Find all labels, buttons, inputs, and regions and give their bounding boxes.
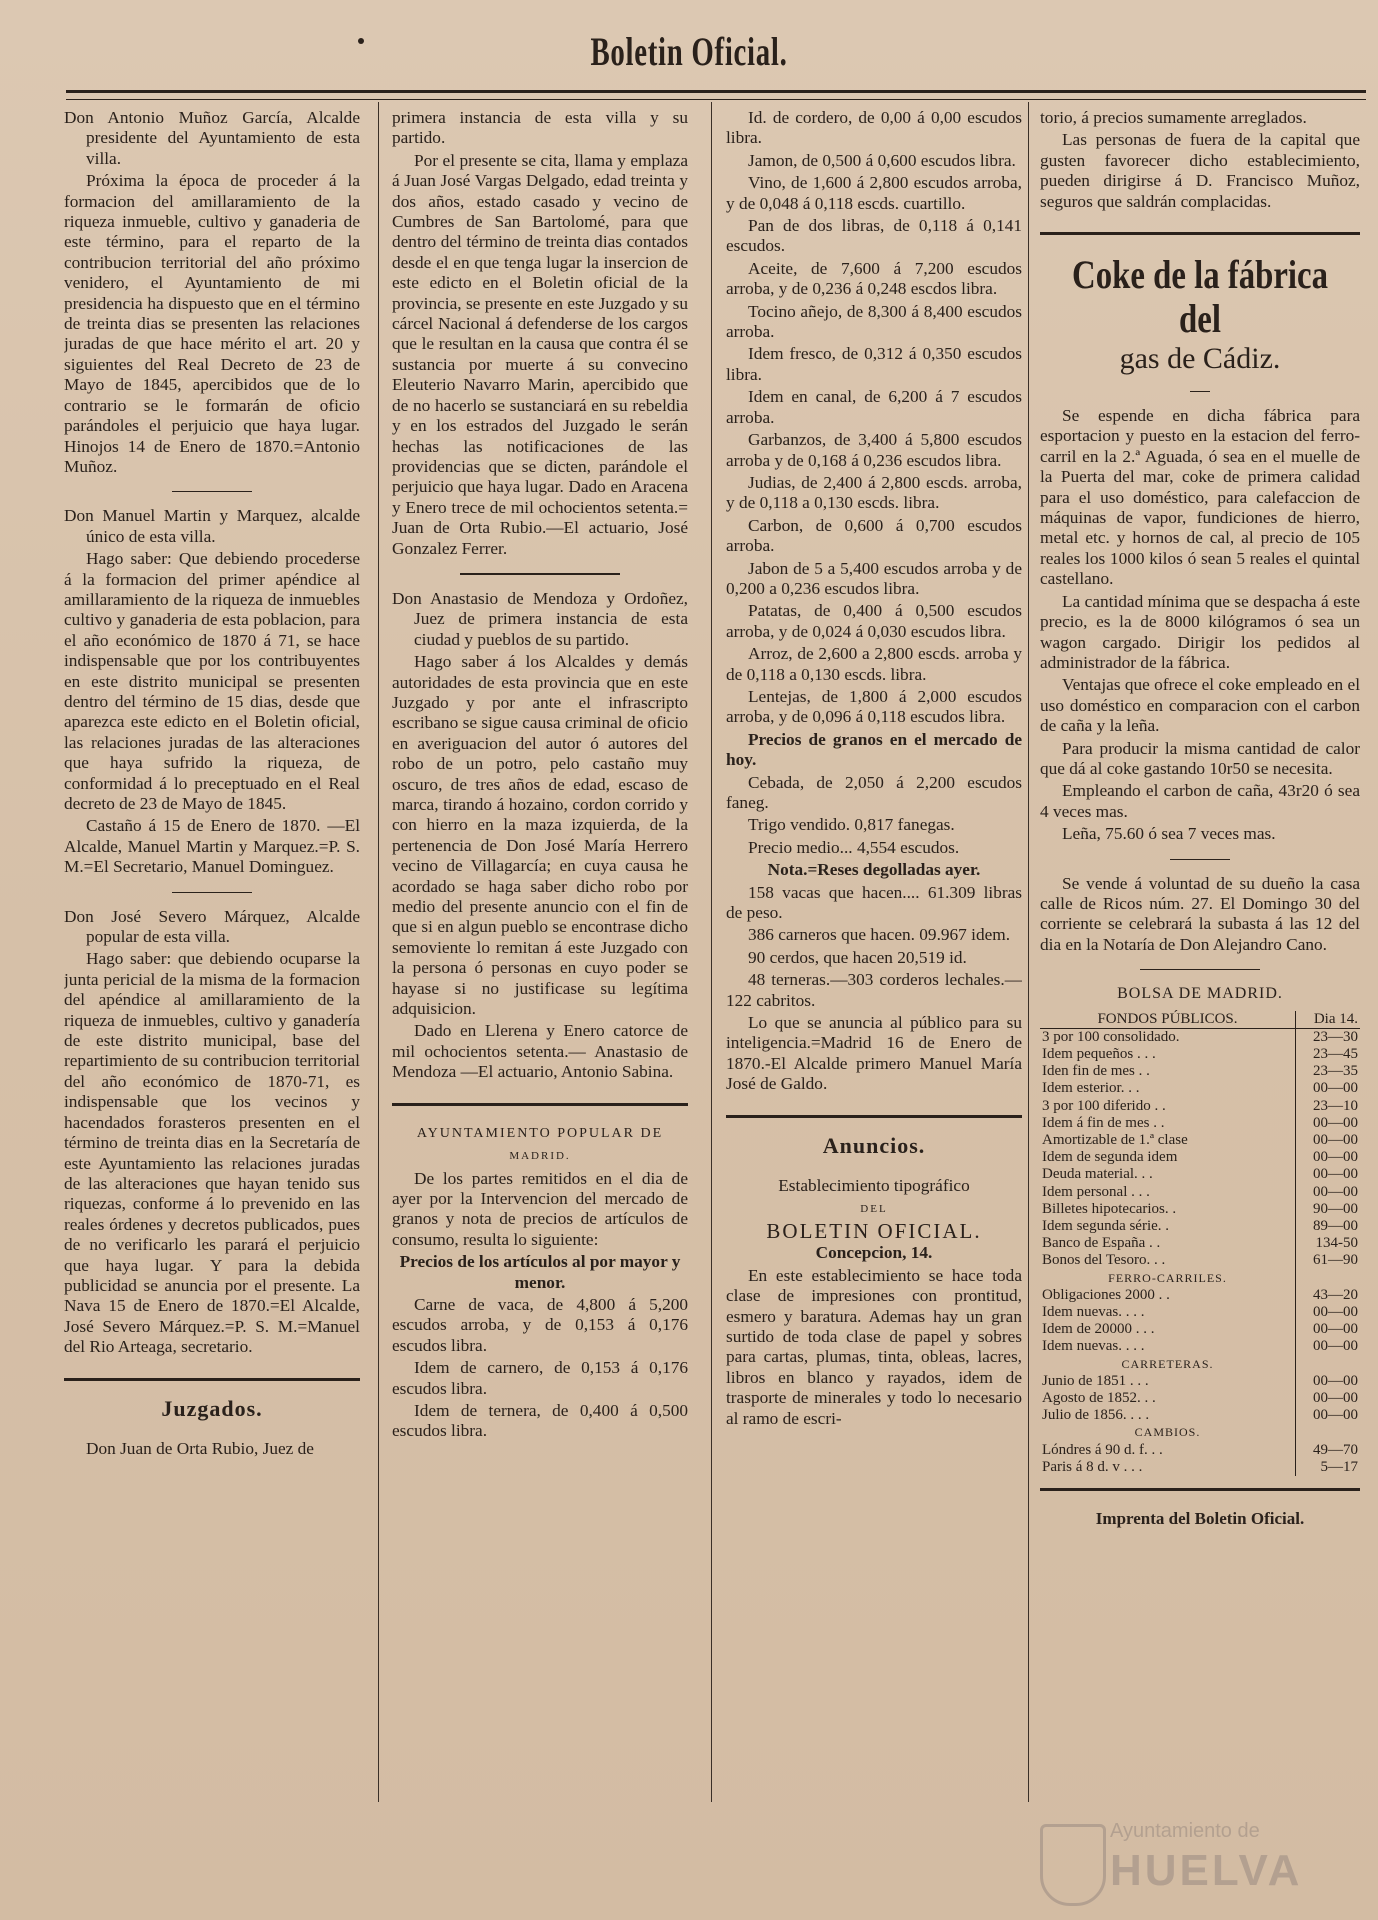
- table-row: [1040, 1287, 1360, 1304]
- security-name: Amortizable de 1.ª clase: [1042, 1132, 1188, 1149]
- security-price: 00—00: [1296, 1304, 1361, 1321]
- security-price: 00—00: [1296, 1321, 1361, 1338]
- notice-body: Hago saber á los Alcaldes y demás autoridades de esta provincia que en este Juzgado y por ante el infrascripto escribano se sigue causa criminal de oficio en averiguacion del autor ó autores del robo de un potro, pelo castaño muy oscuro, de tres años de edad, escaso de marca, tirando á hozaino, cordon corrido y con hierro en la maza izquierda, de la pertenencia de Don José María Herrero vecino de Villagarcía; en cuya causa he acordado se haga saber dicho robo por medio del presente anuncio con el fin de que si en algun pueblo se encontrase dicho semoviente lo remitan á este Juzgado con la persona ó personas en cuyo poder se hayase si no justificase su legítima adquisicion.: [392, 652, 688, 1019]
- security-name: Idem esterior. . .: [1042, 1080, 1140, 1097]
- separator: [460, 573, 620, 575]
- column-divider: [378, 102, 379, 1802]
- security-price: 23—45: [1296, 1046, 1361, 1063]
- price-item: Idem en canal, de 6,200 á 7 escudos arroba.: [726, 387, 1022, 427]
- price-item: Tocino añejo, de 8,300 á 8,400 escudos arroba.: [726, 301, 1022, 342]
- column-3: [726, 108, 1022, 1798]
- table-subheader-row: [1040, 1424, 1360, 1441]
- ayuntamiento-heading: AYUNTAMIENTO POPULAR DE: [416, 1125, 664, 1141]
- security-name: 3 por 100 diferido . .: [1042, 1097, 1166, 1114]
- price-item: Pan de dos libras, de 0,118 á 0,141 escudos.: [726, 216, 1022, 256]
- coat-of-arms-icon: [1040, 1824, 1106, 1906]
- table-row: [1040, 1046, 1360, 1063]
- price-item: Garbanzos, de 3,400 á 5,800 escudos arroba y de 0,168 á 0,236 escudos libra.: [726, 430, 1022, 470]
- grain-item: Trigo vendido. 0,817 fanegas.: [748, 815, 955, 835]
- security-name: Lóndres á 90 d. f. . .: [1042, 1441, 1163, 1458]
- security-name: Paris á 8 d. v . . .: [1042, 1458, 1143, 1475]
- security-name: Billetes hipotecarios. .: [1042, 1200, 1177, 1217]
- table-row: [1040, 1321, 1360, 1338]
- security-name: Idem segunda série. .: [1042, 1218, 1170, 1235]
- coke-ad-title: Coke de la fábrica del: [1072, 252, 1328, 342]
- security-price: 00—00: [1296, 1149, 1361, 1166]
- section-rule: [1040, 1488, 1360, 1491]
- livestock-heading: Nota.=Reses degolladas ayer.: [767, 860, 981, 880]
- security-price: 5—17: [1296, 1459, 1361, 1476]
- security-name: Julio de 1856. . . .: [1042, 1407, 1150, 1424]
- price-item: Idem de carnero, de 0,153 á 0,176 escudos libra.: [392, 1358, 688, 1398]
- printer-footer: Imprenta del Boletin Oficial.: [1095, 1509, 1305, 1529]
- stock-exchange-title: BOLSA DE MADRID.: [1117, 985, 1283, 1003]
- livestock-item: 386 carneros que hacen. 09.967 idem.: [748, 925, 1011, 945]
- notice-body: Don Juan de Orta Rubio, Juez de: [86, 1438, 314, 1458]
- notice-heading: Don Antonio Muñoz García, Alcalde presidente del Ayuntamiento de esta villa.: [64, 108, 360, 168]
- security-price: 00—00: [1296, 1407, 1361, 1424]
- table-row: [1040, 1098, 1360, 1115]
- notice-signature: Lo que se anuncia al público para su inteligencia.=Madrid 16 de Enero de 1870.-El Alcalde primero Manuel María José de Galdo.: [726, 1013, 1022, 1094]
- table-row: [1040, 1235, 1360, 1252]
- security-price: 00—00: [1296, 1338, 1361, 1355]
- grains-heading: Precios de granos en el mercado de hoy.: [726, 729, 1022, 770]
- section-rule: [392, 1103, 688, 1106]
- table-row: [1040, 1373, 1360, 1390]
- notice-signature: Dado en Llerena y Enero catorce de mil ochocientos setenta.— Anastasio de Mendoza —El actuario, Antonio Sabina.: [392, 1021, 688, 1082]
- security-price: 00—00: [1296, 1132, 1361, 1149]
- livestock-item: 158 vacas que hacen.... 61.309 libras de peso.: [726, 882, 1022, 923]
- security-price: 23—35: [1296, 1063, 1361, 1080]
- ad-body: Para producir la misma cantidad de calor que dá al coke gastando 10r50 se necesita.: [1040, 738, 1360, 778]
- archive-watermark: [1040, 1820, 1360, 1910]
- security-price: 23—10: [1296, 1098, 1361, 1115]
- table-subheader: FERRO-CARRILES.: [1108, 1270, 1227, 1285]
- page-title: Boletin Oficial.: [590, 29, 788, 74]
- ad-body: Empleando el carbon de caña, 43r20 ó sea 4 veces mas.: [1040, 781, 1360, 821]
- watermark-line-2: HUELVA: [1110, 1846, 1303, 1895]
- security-price: 89—00: [1296, 1218, 1361, 1235]
- column-2: [392, 108, 688, 1798]
- price-item: Vino, de 1,600 á 2,800 escudos arroba, y de 0,048 á 0,118 escds. cuartillo.: [726, 173, 1022, 213]
- notice-body: primera instancia de esta villa y su partido.: [392, 108, 688, 148]
- section-rule: [1040, 232, 1360, 235]
- security-name: Junio de 1851 . . .: [1042, 1372, 1149, 1389]
- column-header: FONDOS PÚBLICOS.: [1040, 1011, 1296, 1029]
- ad-title-small: DEL: [860, 1202, 888, 1215]
- notice-heading: Don Manuel Martin y Marquez, alcalde único de esta villa.: [64, 506, 360, 546]
- security-price: 00—00: [1296, 1184, 1361, 1201]
- ayuntamiento-subheading: MADRID.: [509, 1150, 571, 1163]
- security-name: Deuda material. . .: [1042, 1166, 1153, 1183]
- security-name: Idem de 20000 . . .: [1042, 1321, 1155, 1338]
- table-row: [1040, 1338, 1360, 1355]
- grain-item: Cebada, de 2,050 á 2,200 escudos faneg.: [726, 772, 1022, 812]
- separator: [172, 491, 252, 492]
- notice-signature: Castaño á 15 de Enero de 1870. —El Alcalde, Manuel Martin y Marquez.=P. S. M.=El Secretario, Manuel Dominguez.: [64, 816, 360, 877]
- table-spacer: [1296, 1424, 1361, 1441]
- security-name: Idem nuevas. . . .: [1042, 1338, 1145, 1355]
- price-item: Jabon de 5 a 5,400 escudos arroba y de 0,200 a 0,236 escudos libra.: [726, 558, 1022, 598]
- table-row: [1040, 1080, 1360, 1097]
- section-rule: [64, 1378, 360, 1381]
- security-price: 00—00: [1296, 1390, 1361, 1407]
- ad-body: Se vende á voluntad de su dueño la casa calle de Ricos núm. 27. El Domingo 30 del corriente se celebrará la subasta á las 12 del dia en la Notaría de Don Alejandro Cano.: [1040, 873, 1360, 954]
- ad-body: Leña, 75.60 ó sea 7 veces mas.: [1062, 824, 1276, 844]
- price-item: Carbon, de 0,600 á 0,700 escudos arroba.: [726, 515, 1022, 556]
- price-item: Idem fresco, de 0,312 á 0,350 escudos libra.: [726, 344, 1022, 384]
- ad-title: Establecimiento tipográfico: [778, 1176, 970, 1196]
- security-name: Idem pequeños . . .: [1042, 1046, 1156, 1062]
- notice-heading: Don Anastasio de Mendoza y Ordoñez, Juez de primera instancia de esta ciudad y pueblos de su partido.: [392, 588, 688, 649]
- price-item: Patatas, de 0,400 á 0,500 escudos arroba, y de 0,024 á 0,030 escudos libra.: [726, 601, 1022, 641]
- notice-body: Hago saber: que debiendo ocuparse la junta pericial de la misma de la formacion del apéndice al amillaramiento de la riqueza de inmuebles, cultivo y ganadería de este distrito municipal, base del repartimiento de su contribucion territorial del año económico de 1870-71, es indispensable que los vecinos y hacendados forasteros presenten en el término de treinta dias en la Secretaría de este Ayuntamiento las relaciones juradas de las alteraciones que hayan tenido sus riquezas, conforme á lo prevenido en las reales órdenes y decretos publicados, pues de no verificarlo les parará el perjuicio que haya lugar. Y para la debida publicidad se anuncia por el presente. La Nava 15 de Enero de 1870.=El Alcalde, José Severo Márquez.=P. S. M.=Manuel del Rio Arteaga, secretario.: [64, 949, 360, 1357]
- price-item: Jamon, de 0,500 á 0,600 escudos libra.: [748, 150, 1016, 170]
- table-subheader: CARRETERAS.: [1121, 1356, 1214, 1371]
- security-name: Iden fin de mes . .: [1042, 1063, 1150, 1080]
- price-item: Arroz, de 2,600 a 2,800 escds. arroba y de 0,118 a 0,130 escds. libra.: [726, 644, 1022, 684]
- security-price: 61—90: [1296, 1252, 1361, 1269]
- ad-body: torio, á precios sumamente arreglados.: [1040, 108, 1307, 127]
- table-subheader: CAMBIOS.: [1134, 1425, 1201, 1440]
- ad-body: La cantidad mínima que se despacha á este precio, es la de 8000 kilógramos ó sea un wagon cargado. Dirigir los pedidos al administrador de la fábrica.: [1040, 591, 1360, 672]
- security-name: 3 por 100 consolidado.: [1042, 1028, 1180, 1045]
- prices-heading: Precios de los artículos al por mayor y menor.: [399, 1252, 681, 1292]
- separator: [1190, 391, 1210, 392]
- table-row: [1040, 1063, 1360, 1080]
- table-row: [1040, 1132, 1360, 1149]
- notice-body: De los partes remitidos en el dia de ayer por la Intervencion del mercado de granos y nota de precios de artículos de consumo, resulta lo siguiente:: [392, 1168, 688, 1249]
- separator: [172, 892, 252, 893]
- separator: [1170, 859, 1230, 860]
- table-row: [1040, 1115, 1360, 1132]
- livestock-item: 90 cerdos, que hacen 20,519 id.: [748, 947, 967, 967]
- security-price: 00—00: [1296, 1115, 1361, 1132]
- notice-body: Próxima la época de proceder á la formacion del amillaramiento de la riqueza inmueble, cultivo y ganaderia de este término, para el reparto de la contribucion territorial del año próximo venidero, el Ayuntamiento de mi presidencia ha dispuesto que en el término de treinta dias se presenten las relaciones juradas de que hace mérito el art. 20 y siguientes del Real Decreto de 23 de Mayo de 1845, apercibidos que de lo contrario se le formarán de oficio parándoles el perjuicio que haya lugar. Hinojos 14 de Enero de 1870.=Antonio Muñoz.: [64, 171, 360, 476]
- table-row: [1040, 1304, 1360, 1321]
- separator: [1140, 969, 1260, 970]
- livestock-item: 48 terneras.—303 corderos lechales.—122 cabritos.: [726, 970, 1022, 1010]
- table-row: [1040, 1201, 1360, 1218]
- security-price: 49—70: [1296, 1442, 1361, 1459]
- table-row: [1040, 1166, 1360, 1183]
- table-row: [1040, 1149, 1360, 1166]
- ad-body: Las personas de fuera de la capital que gusten favorecer dicho establecimiento, pueden dirigirse á D. Francisco Muñoz, seguros que saldrán complacidas.: [1040, 130, 1360, 211]
- header-rule: [66, 90, 1366, 100]
- table-subheader-row: [1040, 1270, 1360, 1287]
- section-heading-anuncios: Anuncios.: [822, 1132, 926, 1158]
- table-row: [1040, 1390, 1360, 1407]
- security-price: 90—00: [1296, 1201, 1361, 1218]
- security-name: Idem de segunda idem: [1042, 1149, 1178, 1166]
- table-row: [1040, 1028, 1360, 1046]
- column-divider: [1028, 102, 1029, 1802]
- column-4: [1040, 108, 1360, 1798]
- security-name: Agosto de 1852. . .: [1042, 1390, 1156, 1407]
- table-header-row: [1040, 1011, 1360, 1029]
- grain-item: Precio medio... 4,554 escudos.: [748, 837, 960, 857]
- security-name: Banco de España . .: [1042, 1235, 1161, 1252]
- price-item: Judias, de 2,400 á 2,800 escds. arroba, y de 0,118 a 0,130 escds. libra.: [726, 472, 1022, 513]
- security-price: 43—20: [1296, 1287, 1361, 1304]
- price-item: Aceite, de 7,600 á 7,200 escudos arroba, y de 0,236 á 0,248 escdos libra.: [726, 258, 1022, 299]
- notice-heading: Don José Severo Márquez, Alcalde popular de esta villa.: [64, 906, 360, 947]
- security-price: 00—00: [1296, 1166, 1361, 1183]
- security-price: 134-50: [1296, 1235, 1361, 1252]
- coke-ad-subtitle: gas de Cádiz.: [1119, 342, 1281, 376]
- ad-body: En este establecimiento se hace toda clase de impresiones con prontitud, esmero y baratura. Ademas hay un gran surtido de toda clase de papel y sobres para cartas, plumas, tinta, obleas, lacres, libros en blanco y rayados, idem de trasporte de minerales y todo lo necesario al ramo de escri-: [726, 1265, 1022, 1428]
- section-rule: [726, 1115, 1022, 1118]
- table-row: [1040, 1459, 1360, 1476]
- column-divider: [711, 102, 712, 1802]
- watermark-line-1: Ayuntamiento de: [1110, 1820, 1260, 1842]
- price-list: [726, 108, 1022, 728]
- stock-table: [1040, 1011, 1360, 1476]
- table-row: [1040, 1218, 1360, 1235]
- notice-body: Hago saber: Que debiendo procederse á la formacion del primer apéndice al amillaramiento de la riqueza de inmuebles cultivo y ganaderia de esta poblacion, para el año económico de 1870 á 71, se hace indispensable que por los contribuyentes en este distrito municipal se presenten dentro del término de 15 dias, desde que aparezca este edicto en el Boletin oficial, las relaciones juradas de las alteraciones que haya sufrido la riqueza, de conformidad á lo preceptuado en el Real decreto de 23 de Mayo de 1845.: [64, 549, 360, 813]
- ad-body: Ventajas que ofrece el coke empleado en el uso doméstico en comparacion con el carbon de caña y la leña.: [1040, 675, 1360, 736]
- price-item: Id. de cordero, de 0,00 á 0,00 escudos libra.: [726, 108, 1022, 148]
- table-subheader-row: [1040, 1356, 1360, 1373]
- table-row: [1040, 1184, 1360, 1201]
- section-heading-juzgados: Juzgados.: [161, 1395, 263, 1421]
- table-row: [1040, 1407, 1360, 1424]
- security-price: 23—30: [1296, 1028, 1361, 1046]
- column-header: Dia 14.: [1296, 1011, 1361, 1029]
- price-item: Lentejas, de 1,800 á 2,000 escudos arroba, y de 0,096 á 0,118 escudos libra.: [726, 686, 1022, 727]
- table-row: [1040, 1252, 1360, 1269]
- security-name: Obligaciones 2000 . .: [1042, 1286, 1170, 1303]
- security-name: Idem personal . . .: [1042, 1183, 1150, 1200]
- notice-body: Por el presente se cita, llama y emplaza á Juan José Vargas Delgado, edad treinta y dos años, estado casado y vecino de Cumbres de San Bartolomé, para que dentro del término de treinta dias contados desde el en que tenga lugar la insercion de este edicto en el Boletin oficial de la provincia, se presente en este Juzgado y su cárcel Nacional á defenderse de los cargos que le resultan en la causa que contra él se sustancia por muerte á su convecino Eleuterio Navarro Marin, apercibido que de no hacerlo se sustanciará en su rebeldia y en los estrados del Juzgado le serán hechas las notificaciones de las providencias que se dicten, parándole el perjuicio que haya lugar. Dado en Aracena y Enero trece de mil ochocientos setenta.= Juan de Orta Rubio.—El actuario, José Gonzalez Ferrer.: [392, 150, 688, 558]
- table-row: [1040, 1442, 1360, 1459]
- ad-body: Se espende en dicha fábrica para esportacion y puesto en la estacion del ferro-carril en la 2.ª Aguada, ó sea en el muelle de la Puerta del mar, coke de primera calidad para el uso doméstico, para calefaccion de máquinas de vapor, fundiciones de hierro, metal etc. y hornos de cal, al precio de 105 reales los 1000 kilos ó sean 5 reales el quintal castellano.: [1040, 406, 1360, 589]
- security-name: Idem nuevas. . . .: [1042, 1304, 1145, 1321]
- security-price: 00—00: [1296, 1373, 1361, 1390]
- security-name: Idem á fin de mes . .: [1042, 1114, 1165, 1131]
- security-name: Bonos del Tesoro. . .: [1042, 1252, 1166, 1269]
- ad-address: Concepcion, 14.: [815, 1243, 933, 1263]
- column-1: [64, 108, 360, 1798]
- table-spacer: [1296, 1270, 1361, 1287]
- ad-title-large: BOLETIN OFICIAL.: [766, 1218, 982, 1243]
- table-spacer: [1296, 1356, 1361, 1373]
- security-price: 00—00: [1296, 1080, 1361, 1097]
- price-item: Idem de ternera, de 0,400 á 0,500 escudos libra.: [392, 1400, 688, 1441]
- price-item: Carne de vaca, de 4,800 á 5,200 escudos arroba, y de 0,153 á 0,176 escudos libra.: [392, 1294, 688, 1355]
